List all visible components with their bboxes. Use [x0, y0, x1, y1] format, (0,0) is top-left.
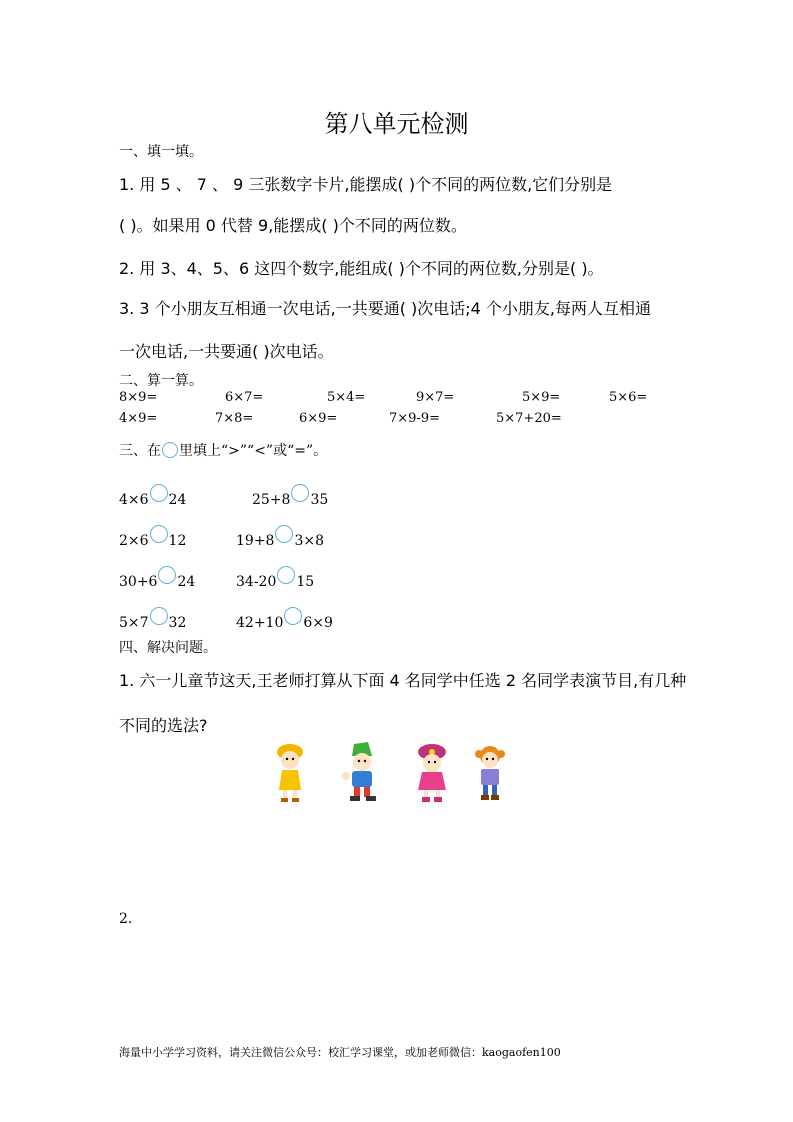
calc-item: 5×7+20=	[496, 411, 562, 426]
compare-item	[236, 525, 324, 549]
compare-left: 19+8	[236, 533, 275, 549]
answer-circle[interactable]	[277, 566, 295, 584]
s1-q2: 2. 用 3、4、5、6 这四个数字,能组成( )个不同的两位数,分别是( )。	[119, 259, 604, 278]
child-pigtails-icon	[475, 746, 505, 800]
answer-circle[interactable]	[284, 607, 302, 625]
answer-circle[interactable]	[158, 566, 176, 584]
compare-left: 2×6	[119, 533, 149, 549]
s4-q2: 2.	[119, 911, 133, 927]
compare-left: 30+6	[119, 574, 158, 590]
compare-right: 35	[310, 492, 329, 508]
compare-right: 6×9	[303, 615, 333, 631]
s1-q1-line1: 1. 用 5 、 7 、 9 三张数字卡片,能摆成( )个不同的两位数,它们分别是	[119, 175, 613, 194]
section1-heading: 一、填一填。	[119, 144, 203, 160]
section2-heading: 二、算一算。	[119, 373, 203, 389]
compare-item	[236, 566, 314, 590]
compare-right: 3×8	[294, 533, 324, 549]
child-green-hat-icon	[342, 742, 376, 801]
compare-item	[119, 525, 186, 549]
calc-item: 5×9=	[522, 390, 561, 405]
child-pink-hat-icon	[418, 744, 446, 802]
calc-item: 9×7=	[416, 390, 455, 405]
answer-circle[interactable]	[150, 607, 168, 625]
answer-circle[interactable]	[150, 525, 168, 543]
compare-left: 42+10	[236, 615, 284, 631]
compare-item	[119, 566, 195, 590]
s1-q3-line2: 一次电话,一共要通( )次电话。	[119, 342, 334, 361]
calc-item: 4×9=	[119, 411, 158, 426]
child-yellow-hat-icon	[277, 744, 303, 802]
answer-circle[interactable]	[291, 484, 309, 502]
compare-right: 32	[168, 615, 187, 631]
calc-item: 8×9=	[119, 390, 158, 405]
section3-heading	[119, 440, 327, 460]
compare-item	[236, 607, 333, 631]
compare-item	[119, 484, 186, 508]
compare-item	[119, 607, 186, 631]
footer-note: 海量中小学学习资料，请关注微信公众号：校汇学习课堂，或加老师微信：kaogaofen100	[119, 1046, 561, 1059]
compare-item	[252, 484, 328, 508]
page-title: 第八单元检测	[324, 110, 469, 138]
calc-item: 5×6=	[609, 390, 648, 405]
s4-q1-line1: 1. 六一儿童节这天,王老师打算从下面 4 名同学中任选 2 名同学表演节目,有几种	[119, 671, 687, 690]
circle-icon	[162, 442, 178, 458]
compare-left: 25+8	[252, 492, 291, 508]
calc-item: 6×7=	[225, 390, 264, 405]
calc-item: 7×8=	[215, 411, 254, 426]
compare-right: 24	[168, 492, 187, 508]
compare-left: 34-20	[236, 574, 277, 590]
calc-item: 7×9-9=	[389, 411, 440, 426]
calc-item: 5×4=	[327, 390, 366, 405]
s4-q1-line2: 不同的选法?	[119, 716, 208, 735]
compare-right: 15	[296, 574, 315, 590]
answer-circle[interactable]	[275, 525, 293, 543]
compare-left: 5×7	[119, 615, 149, 631]
s1-q1-line2: ( )。如果用 0 代替 9,能摆成( )个不同的两位数。	[119, 216, 467, 235]
section4-heading: 四、解决问题。	[119, 640, 217, 656]
compare-right: 12	[168, 533, 187, 549]
s1-q3-line1: 3. 3 个小朋友互相通一次电话,一共要通( )次电话;4 个小朋友,每两人互相通	[119, 299, 652, 318]
children-illustration	[268, 740, 528, 804]
section3-heading-before: 三、在	[119, 443, 161, 459]
compare-left: 4×6	[119, 492, 149, 508]
section3-heading-after: 里填上“>”“<”或“=”。	[179, 443, 328, 459]
answer-circle[interactable]	[150, 484, 168, 502]
compare-right: 24	[177, 574, 196, 590]
calc-item: 6×9=	[299, 411, 338, 426]
